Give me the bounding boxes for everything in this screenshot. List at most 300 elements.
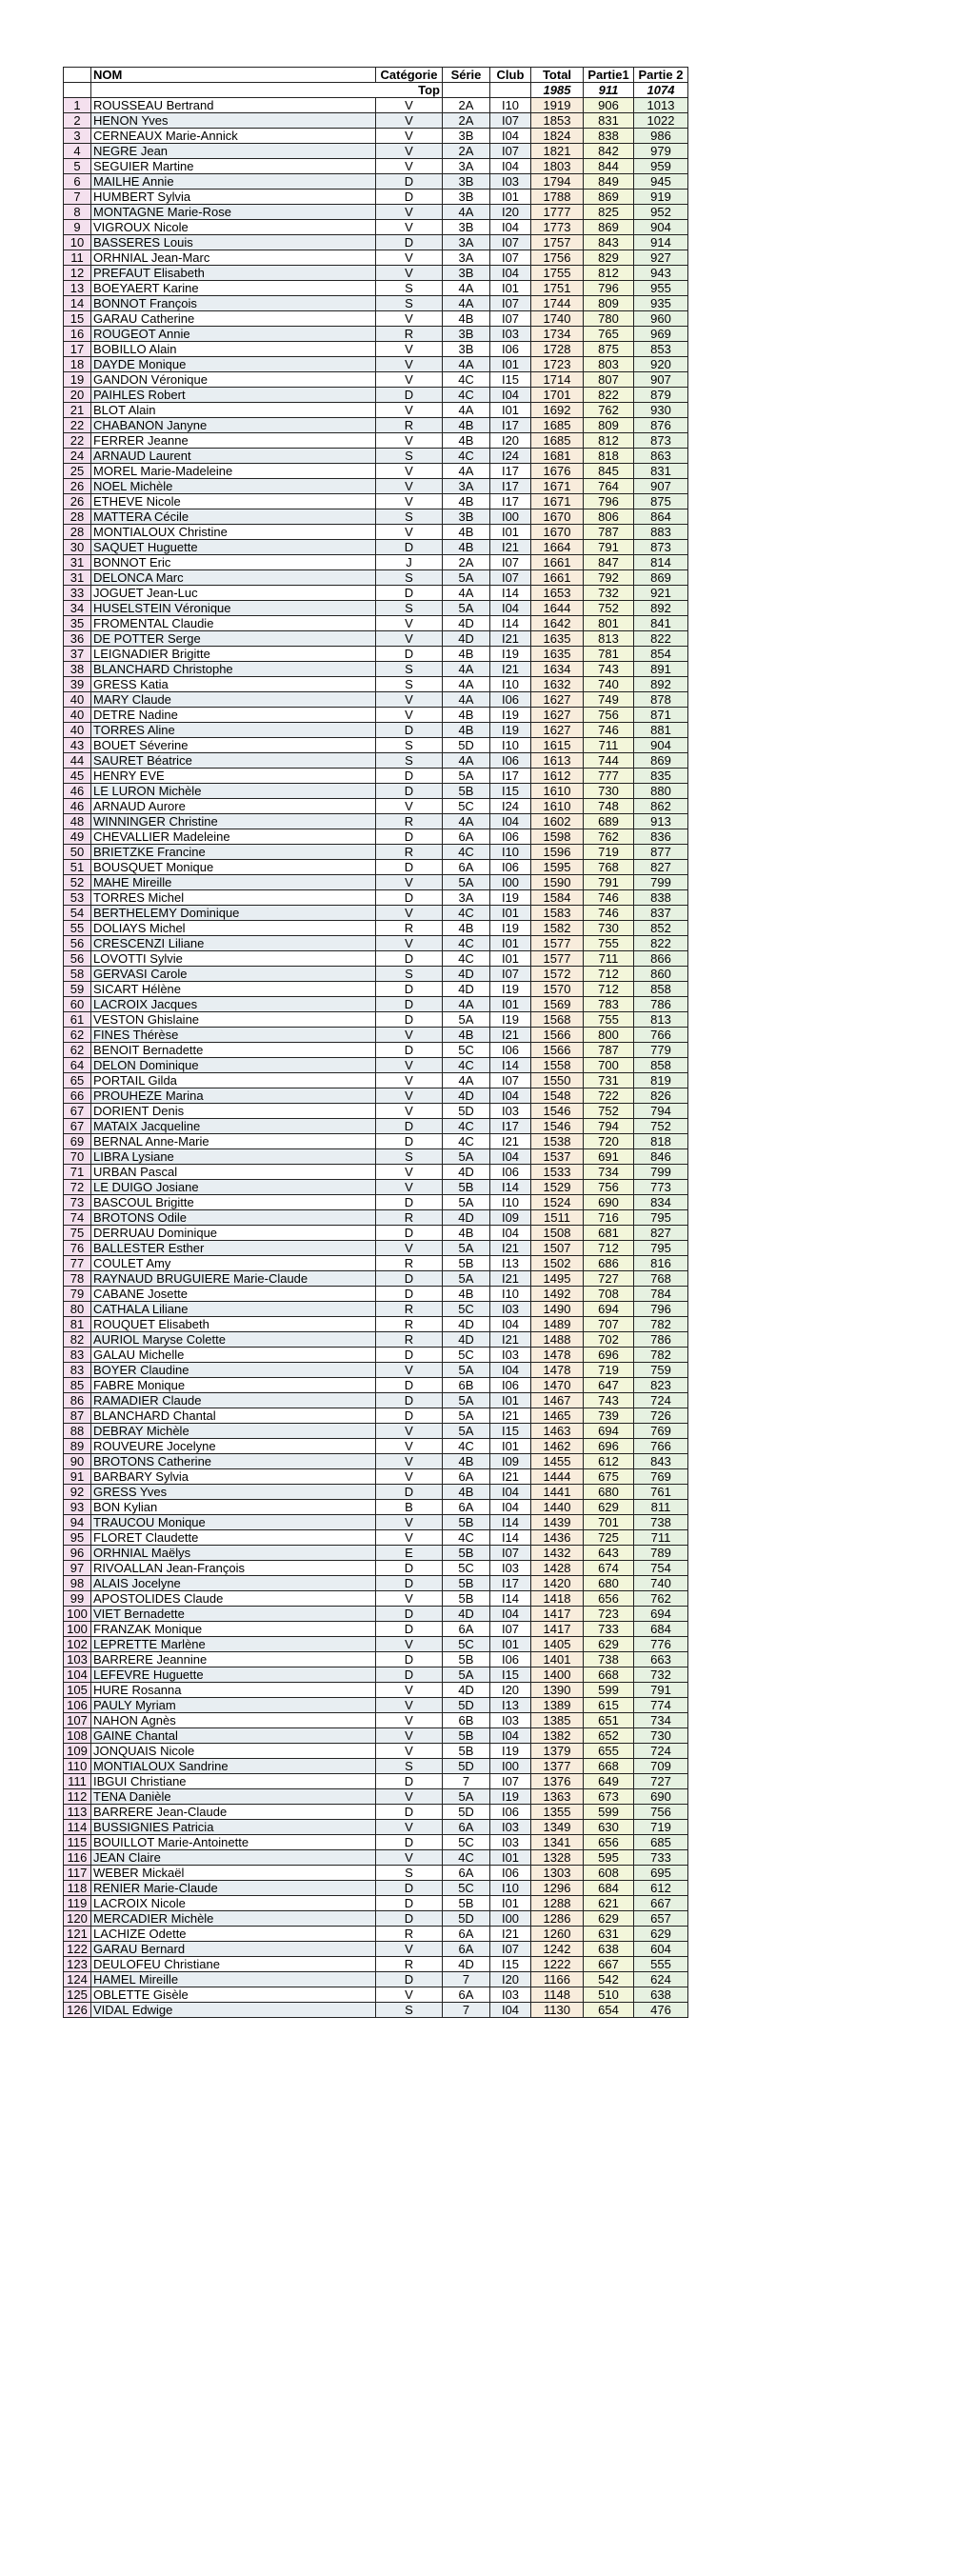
categorie-cell: D — [376, 1287, 443, 1302]
serie-cell: 4B — [443, 1485, 490, 1500]
rank-cell: 46 — [64, 799, 91, 814]
total-cell: 1568 — [531, 1012, 584, 1028]
club-cell: I01 — [490, 1393, 531, 1408]
nom-cell: BASSERES Louis — [91, 235, 376, 250]
header-club: Club — [490, 68, 531, 83]
partie1-cell: 655 — [584, 1744, 634, 1759]
rank-cell: 40 — [64, 723, 91, 738]
total-cell: 1436 — [531, 1530, 584, 1546]
partie1-cell: 629 — [584, 1500, 634, 1515]
table-row — [64, 1104, 688, 1119]
serie-cell: 5D — [443, 1759, 490, 1774]
top-partie1: 911 — [584, 83, 634, 98]
nom-cell: CABANE Josette — [91, 1287, 376, 1302]
rank-cell: 100 — [64, 1622, 91, 1637]
total-cell: 1502 — [531, 1256, 584, 1271]
partie1-cell: 631 — [584, 1927, 634, 1942]
partie1-cell: 783 — [584, 997, 634, 1012]
rank-cell: 3 — [64, 129, 91, 144]
nom-cell: BERNAL Anne-Marie — [91, 1134, 376, 1149]
partie1-cell: 510 — [584, 1987, 634, 2003]
table-row — [64, 1363, 688, 1378]
header-total: Total — [531, 68, 584, 83]
serie-cell: 5D — [443, 1805, 490, 1820]
club-cell: I10 — [490, 845, 531, 860]
serie-cell: 4A — [443, 662, 490, 677]
nom-cell: BONNOT Eric — [91, 555, 376, 570]
club-cell: I21 — [490, 1927, 531, 1942]
club-cell: I06 — [490, 1043, 531, 1058]
serie-cell: 4C — [443, 372, 490, 388]
total-cell: 1148 — [531, 1987, 584, 2003]
nom-cell: NOEL Michèle — [91, 479, 376, 494]
table-row — [64, 769, 688, 784]
club-cell: I21 — [490, 1271, 531, 1287]
serie-cell: 3B — [443, 266, 490, 281]
partie1-cell: 756 — [584, 708, 634, 723]
table-row — [64, 1561, 688, 1576]
total-cell: 1465 — [531, 1408, 584, 1424]
table-row — [64, 1485, 688, 1500]
partie1-cell: 680 — [584, 1576, 634, 1591]
nom-cell: LACHIZE Odette — [91, 1927, 376, 1942]
club-cell: I01 — [490, 1439, 531, 1454]
rank-cell: 72 — [64, 1180, 91, 1195]
categorie-cell: V — [376, 1698, 443, 1713]
club-cell: I01 — [490, 906, 531, 921]
partie1-cell: 680 — [584, 1485, 634, 1500]
total-cell: 1349 — [531, 1820, 584, 1835]
serie-cell: 4D — [443, 1683, 490, 1698]
partie1-cell: 673 — [584, 1789, 634, 1805]
partie1-cell: 800 — [584, 1028, 634, 1043]
serie-cell: 5A — [443, 769, 490, 784]
club-cell: I21 — [490, 631, 531, 647]
rank-cell: 104 — [64, 1667, 91, 1683]
table-row — [64, 1652, 688, 1667]
total-cell: 1420 — [531, 1576, 584, 1591]
total-cell: 1558 — [531, 1058, 584, 1073]
partie2-cell: 930 — [634, 403, 688, 418]
nom-cell: BARRERE Jeannine — [91, 1652, 376, 1667]
partie2-cell: 814 — [634, 555, 688, 570]
categorie-cell: S — [376, 967, 443, 982]
categorie-cell: V — [376, 372, 443, 388]
categorie-cell: V — [376, 220, 443, 235]
nom-cell: BLANCHARD Chantal — [91, 1408, 376, 1424]
partie2-cell: 624 — [634, 1972, 688, 1987]
rank-cell: 83 — [64, 1348, 91, 1363]
table-row — [64, 1134, 688, 1149]
categorie-cell: D — [376, 1835, 443, 1850]
nom-cell: FLORET Claudette — [91, 1530, 376, 1546]
rank-cell: 82 — [64, 1332, 91, 1348]
rank-cell: 37 — [64, 647, 91, 662]
total-cell: 1569 — [531, 997, 584, 1012]
partie1-cell: 746 — [584, 723, 634, 738]
serie-cell: 4D — [443, 616, 490, 631]
rank-cell: 96 — [64, 1546, 91, 1561]
table-row — [64, 1210, 688, 1226]
partie1-cell: 711 — [584, 951, 634, 967]
club-cell: I13 — [490, 1256, 531, 1271]
table-row — [64, 1226, 688, 1241]
club-cell: I03 — [490, 1713, 531, 1728]
club-cell: I06 — [490, 1652, 531, 1667]
club-cell: I19 — [490, 708, 531, 723]
nom-cell: DEULOFEU Christiane — [91, 1957, 376, 1972]
categorie-cell: S — [376, 570, 443, 586]
partie2-cell: 866 — [634, 951, 688, 967]
categorie-cell: R — [376, 1957, 443, 1972]
categorie-cell: S — [376, 509, 443, 525]
nom-cell: BOUET Séverine — [91, 738, 376, 753]
nom-cell: SAQUET Huguette — [91, 540, 376, 555]
nom-cell: DETRE Nadine — [91, 708, 376, 723]
club-cell: I07 — [490, 1942, 531, 1957]
categorie-cell: D — [376, 997, 443, 1012]
total-cell: 1260 — [531, 1927, 584, 1942]
club-cell: I14 — [490, 616, 531, 631]
table-row — [64, 906, 688, 921]
total-cell: 1222 — [531, 1957, 584, 1972]
total-cell: 1610 — [531, 784, 584, 799]
partie2-cell: 920 — [634, 357, 688, 372]
nom-cell: MONTIALOUX Sandrine — [91, 1759, 376, 1774]
nom-cell: CRESCENZI Liliane — [91, 936, 376, 951]
header-nom: NOM — [91, 68, 376, 83]
partie2-cell: 907 — [634, 372, 688, 388]
table-row — [64, 570, 688, 586]
categorie-cell: D — [376, 1774, 443, 1789]
table-row — [64, 205, 688, 220]
club-cell: I15 — [490, 1667, 531, 1683]
club-cell: I06 — [490, 1805, 531, 1820]
partie2-cell: 759 — [634, 1363, 688, 1378]
rank-cell: 88 — [64, 1424, 91, 1439]
serie-cell: 3A — [443, 250, 490, 266]
serie-cell: 5A — [443, 1789, 490, 1805]
club-cell: I04 — [490, 1728, 531, 1744]
nom-cell: MATAIX Jacqueline — [91, 1119, 376, 1134]
rank-cell: 91 — [64, 1469, 91, 1485]
categorie-cell: V — [376, 799, 443, 814]
rank-cell: 116 — [64, 1850, 91, 1866]
rank-cell: 48 — [64, 814, 91, 829]
categorie-cell: V — [376, 1439, 443, 1454]
serie-cell: 3B — [443, 174, 490, 190]
club-cell: I20 — [490, 433, 531, 449]
nom-cell: URBAN Pascal — [91, 1165, 376, 1180]
club-cell: I14 — [490, 1180, 531, 1195]
partie2-cell: 754 — [634, 1561, 688, 1576]
partie2-cell: 694 — [634, 1607, 688, 1622]
table-row — [64, 601, 688, 616]
rank-cell: 80 — [64, 1302, 91, 1317]
serie-cell: 5A — [443, 570, 490, 586]
partie2-cell: 794 — [634, 1104, 688, 1119]
partie2-cell: 811 — [634, 1500, 688, 1515]
partie2-cell: 719 — [634, 1820, 688, 1835]
table-row — [64, 662, 688, 677]
categorie-cell: V — [376, 631, 443, 647]
rank-cell: 30 — [64, 540, 91, 555]
serie-cell: 7 — [443, 1774, 490, 1789]
total-cell: 1463 — [531, 1424, 584, 1439]
table-row — [64, 1408, 688, 1424]
partie2-cell: 819 — [634, 1073, 688, 1088]
total-cell: 1470 — [531, 1378, 584, 1393]
club-cell: I06 — [490, 860, 531, 875]
nom-cell: JEAN Claire — [91, 1850, 376, 1866]
categorie-cell: S — [376, 753, 443, 769]
partie2-cell: 935 — [634, 296, 688, 311]
categorie-cell: D — [376, 1911, 443, 1927]
serie-cell: 4C — [443, 1850, 490, 1866]
nom-cell: FINES Thérèse — [91, 1028, 376, 1043]
partie1-cell: 875 — [584, 342, 634, 357]
partie2-cell: 860 — [634, 967, 688, 982]
partie1-cell: 812 — [584, 433, 634, 449]
total-cell: 1572 — [531, 967, 584, 982]
partie2-cell: 960 — [634, 311, 688, 327]
rank-cell: 77 — [64, 1256, 91, 1271]
partie2-cell: 789 — [634, 1546, 688, 1561]
total-cell: 1286 — [531, 1911, 584, 1927]
nom-cell: HAMEL Mireille — [91, 1972, 376, 1987]
partie2-cell: 854 — [634, 647, 688, 662]
serie-cell: 4A — [443, 1073, 490, 1088]
nom-cell: VIDAL Edwige — [91, 2003, 376, 2018]
categorie-cell: D — [376, 982, 443, 997]
total-cell: 1590 — [531, 875, 584, 890]
partie2-cell: 663 — [634, 1652, 688, 1667]
partie2-cell: 791 — [634, 1683, 688, 1698]
total-cell: 1740 — [531, 311, 584, 327]
total-cell: 1627 — [531, 708, 584, 723]
table-row — [64, 1271, 688, 1287]
partie2-cell: 979 — [634, 144, 688, 159]
table-row — [64, 250, 688, 266]
serie-cell: 5B — [443, 1744, 490, 1759]
categorie-cell: D — [376, 860, 443, 875]
serie-cell: 3B — [443, 190, 490, 205]
categorie-cell: V — [376, 1789, 443, 1805]
club-cell: I19 — [490, 921, 531, 936]
serie-cell: 5B — [443, 1728, 490, 1744]
partie1-cell: 708 — [584, 1287, 634, 1302]
club-cell: I01 — [490, 997, 531, 1012]
categorie-cell: D — [376, 1271, 443, 1287]
club-cell: I01 — [490, 936, 531, 951]
serie-cell: 4A — [443, 814, 490, 829]
categorie-cell: V — [376, 906, 443, 921]
serie-cell: 5A — [443, 1667, 490, 1683]
categorie-cell: V — [376, 357, 443, 372]
club-cell: I19 — [490, 1744, 531, 1759]
serie-cell: 4D — [443, 1332, 490, 1348]
rank-cell: 31 — [64, 555, 91, 570]
partie1-cell: 831 — [584, 113, 634, 129]
partie2-cell: 818 — [634, 1134, 688, 1149]
table-row — [64, 997, 688, 1012]
serie-cell: 4B — [443, 1454, 490, 1469]
serie-cell: 4B — [443, 647, 490, 662]
rank-cell: 35 — [64, 616, 91, 631]
partie2-cell: 629 — [634, 1927, 688, 1942]
rank-cell: 110 — [64, 1759, 91, 1774]
table-row — [64, 1149, 688, 1165]
total-cell: 1671 — [531, 494, 584, 509]
rank-cell: 6 — [64, 174, 91, 190]
club-cell: I04 — [490, 1485, 531, 1500]
categorie-cell: V — [376, 113, 443, 129]
serie-cell: 4C — [443, 1530, 490, 1546]
rank-cell: 52 — [64, 875, 91, 890]
nom-cell: CERNEAUX Marie-Annick — [91, 129, 376, 144]
partie2-cell: 796 — [634, 1302, 688, 1317]
total-cell: 1303 — [531, 1866, 584, 1881]
partie1-cell: 813 — [584, 631, 634, 647]
partie2-cell: 786 — [634, 997, 688, 1012]
nom-cell: HUSELSTEIN Véronique — [91, 601, 376, 616]
categorie-cell: D — [376, 1607, 443, 1622]
serie-cell: 6A — [443, 1622, 490, 1637]
nom-cell: VESTON Ghislaine — [91, 1012, 376, 1028]
rank-cell: 45 — [64, 769, 91, 784]
categorie-cell: D — [376, 1119, 443, 1134]
table-row — [64, 1454, 688, 1469]
nom-cell: ARNAUD Laurent — [91, 449, 376, 464]
partie2-cell: 724 — [634, 1744, 688, 1759]
partie1-cell: 668 — [584, 1667, 634, 1683]
club-cell: I00 — [490, 1911, 531, 1927]
header-rank — [64, 68, 91, 83]
partie1-cell: 807 — [584, 372, 634, 388]
table-row — [64, 586, 688, 601]
serie-cell: 5D — [443, 738, 490, 753]
club-cell: I07 — [490, 570, 531, 586]
partie1-cell: 731 — [584, 1073, 634, 1088]
nom-cell: BRIETZKE Francine — [91, 845, 376, 860]
table-row — [64, 2003, 688, 2018]
rank-cell: 19 — [64, 372, 91, 388]
club-cell: I06 — [490, 692, 531, 708]
serie-cell: 4C — [443, 1134, 490, 1149]
table-row — [64, 1058, 688, 1073]
total-cell: 1400 — [531, 1667, 584, 1683]
partie1-cell: 812 — [584, 266, 634, 281]
rank-cell: 120 — [64, 1911, 91, 1927]
table-row — [64, 1576, 688, 1591]
rank-cell: 93 — [64, 1500, 91, 1515]
categorie-cell: D — [376, 829, 443, 845]
categorie-cell: R — [376, 1332, 443, 1348]
club-cell: I14 — [490, 1530, 531, 1546]
header-categorie: Catégorie — [376, 68, 443, 83]
nom-cell: LEIGNADIER Brigitte — [91, 647, 376, 662]
categorie-cell: V — [376, 1454, 443, 1469]
rank-cell: 55 — [64, 921, 91, 936]
total-cell: 1490 — [531, 1302, 584, 1317]
table-row — [64, 113, 688, 129]
partie1-cell: 844 — [584, 159, 634, 174]
rank-cell: 62 — [64, 1043, 91, 1058]
total-cell: 1853 — [531, 113, 584, 129]
club-cell: I10 — [490, 1881, 531, 1896]
table-row — [64, 266, 688, 281]
partie1-cell: 719 — [584, 1363, 634, 1378]
partie2-cell: 986 — [634, 129, 688, 144]
table-row — [64, 525, 688, 540]
categorie-cell: S — [376, 449, 443, 464]
categorie-cell: R — [376, 845, 443, 860]
categorie-cell: V — [376, 875, 443, 890]
nom-cell: PREFAUT Elisabeth — [91, 266, 376, 281]
table-row — [64, 1119, 688, 1134]
partie2-cell: 837 — [634, 906, 688, 921]
table-row — [64, 296, 688, 311]
rank-cell: 14 — [64, 296, 91, 311]
table-row — [64, 449, 688, 464]
nom-cell: ROUSSEAU Bertrand — [91, 98, 376, 113]
table-row — [64, 357, 688, 372]
nom-cell: LIBRA Lysiane — [91, 1149, 376, 1165]
nom-cell: VIGROUX Nicole — [91, 220, 376, 235]
rank-cell: 51 — [64, 860, 91, 875]
club-cell: I07 — [490, 250, 531, 266]
nom-cell: DERRUAU Dominique — [91, 1226, 376, 1241]
categorie-cell: R — [376, 1927, 443, 1942]
partie1-cell: 752 — [584, 1104, 634, 1119]
table-row — [64, 1637, 688, 1652]
nom-cell: VIET Bernadette — [91, 1607, 376, 1622]
rank-cell: 7 — [64, 190, 91, 205]
serie-cell: 5A — [443, 1195, 490, 1210]
table-row — [64, 494, 688, 509]
partie1-cell: 748 — [584, 799, 634, 814]
categorie-cell: D — [376, 1393, 443, 1408]
partie1-cell: 723 — [584, 1607, 634, 1622]
total-cell: 1529 — [531, 1180, 584, 1195]
club-cell: I21 — [490, 1332, 531, 1348]
categorie-cell: D — [376, 586, 443, 601]
partie1-cell: 701 — [584, 1515, 634, 1530]
total-cell: 1570 — [531, 982, 584, 997]
club-cell: I19 — [490, 890, 531, 906]
nom-cell: DAYDE Monique — [91, 357, 376, 372]
rank-cell: 12 — [64, 266, 91, 281]
total-cell: 1670 — [531, 525, 584, 540]
serie-cell: 4B — [443, 433, 490, 449]
serie-cell: 5B — [443, 1896, 490, 1911]
rank-cell: 86 — [64, 1393, 91, 1408]
header-partie2: Partie 2 — [634, 68, 688, 83]
nom-cell: MONTIALOUX Christine — [91, 525, 376, 540]
serie-cell: 5A — [443, 601, 490, 616]
partie2-cell: 612 — [634, 1881, 688, 1896]
partie2-cell: 843 — [634, 1454, 688, 1469]
table-row — [64, 1378, 688, 1393]
rank-cell: 16 — [64, 327, 91, 342]
serie-cell: 2A — [443, 555, 490, 570]
total-cell: 1385 — [531, 1713, 584, 1728]
rank-cell: 76 — [64, 1241, 91, 1256]
nom-cell: PAULY Myriam — [91, 1698, 376, 1713]
club-cell: I01 — [490, 1850, 531, 1866]
total-cell: 1377 — [531, 1759, 584, 1774]
table-row — [64, 921, 688, 936]
